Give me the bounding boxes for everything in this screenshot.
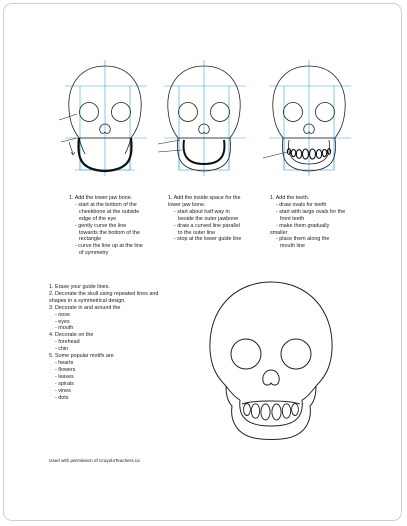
step-3-line: - make them gradually	[276, 222, 330, 229]
step-3-instructions	[270, 195, 362, 250]
step-2-line: - draw a curved line parallel	[174, 222, 240, 229]
step-1-line: - start at the bottom of the	[75, 201, 137, 208]
decorate-line: - eyes	[55, 318, 70, 325]
skull-step-1-drawing	[55, 58, 155, 178]
step-1-line: - curve the line up at the line	[75, 243, 143, 250]
step-1-line: edge of the eye	[79, 215, 117, 222]
step-1-line: towards the bottom of the	[79, 229, 140, 236]
step-3-line: - draw ovals for teeth	[276, 201, 327, 208]
decorate-line: - nose	[55, 311, 70, 318]
credit-line: Used with permission of CrayolaTeachers.ca	[49, 458, 140, 463]
step-2-line: beside the outer jawbone	[178, 215, 239, 222]
step-2-line: - start about half way in	[174, 208, 230, 215]
skull-step-2-drawing	[154, 58, 254, 178]
decorate-line: - mouth	[55, 325, 74, 332]
finished-skull-drawing	[196, 270, 346, 450]
skull-step-3-drawing	[259, 58, 359, 178]
step-1-line: - gently curve the line	[75, 222, 127, 229]
step-1-title: 1. Add the lower jaw bone.	[69, 195, 133, 201]
step-1-instructions	[69, 195, 159, 257]
decorate-line: 1. Erase your guide lines.	[49, 284, 110, 290]
step-2-title: 1. Add the inside space for the	[168, 195, 241, 201]
decorate-line: - chin	[55, 346, 69, 353]
step-3-line: - start with large ovals for the	[276, 208, 346, 215]
decorate-line: - hearts	[55, 359, 74, 366]
step-3-line: front teeth	[280, 215, 305, 222]
decorate-instructions	[49, 284, 199, 401]
decorate-line: - leaves	[55, 373, 74, 380]
step-3-line: - place them along the	[276, 236, 330, 243]
step-3-line: mouth line	[280, 243, 305, 250]
decorate-line: - flowers	[55, 366, 76, 373]
step-1-line: rectangle	[79, 236, 102, 243]
decorate-line: 5. Some popular motifs are	[49, 353, 114, 360]
step-3-title: 1. Add the teeth.	[270, 195, 310, 201]
decorate-line: 3. Decorate in and around the	[49, 304, 121, 311]
step-2-instructions	[168, 195, 260, 243]
step-2-line: to the outer line	[178, 229, 216, 236]
step-2-line: - stop at the lower guide line	[174, 236, 242, 243]
step-1-line: cheekbone at the outside	[79, 208, 140, 215]
decorate-line: shapes in a symmetrical design.	[49, 297, 126, 304]
decorate-line: - vines	[55, 387, 71, 394]
decorate-line: - spirals	[55, 380, 74, 387]
decorate-line: - forehead	[55, 339, 80, 346]
step-1-line: of symmetry	[79, 250, 109, 257]
step-3-line: smaller	[270, 229, 288, 236]
step-2-title-cont: lower jaw bone.	[168, 201, 206, 208]
decorate-line: - dots	[55, 394, 69, 401]
decorate-line: 2. Decorate the skull using repeated lines and	[49, 290, 159, 297]
decorate-line: 4. Decorate on the	[49, 332, 94, 339]
